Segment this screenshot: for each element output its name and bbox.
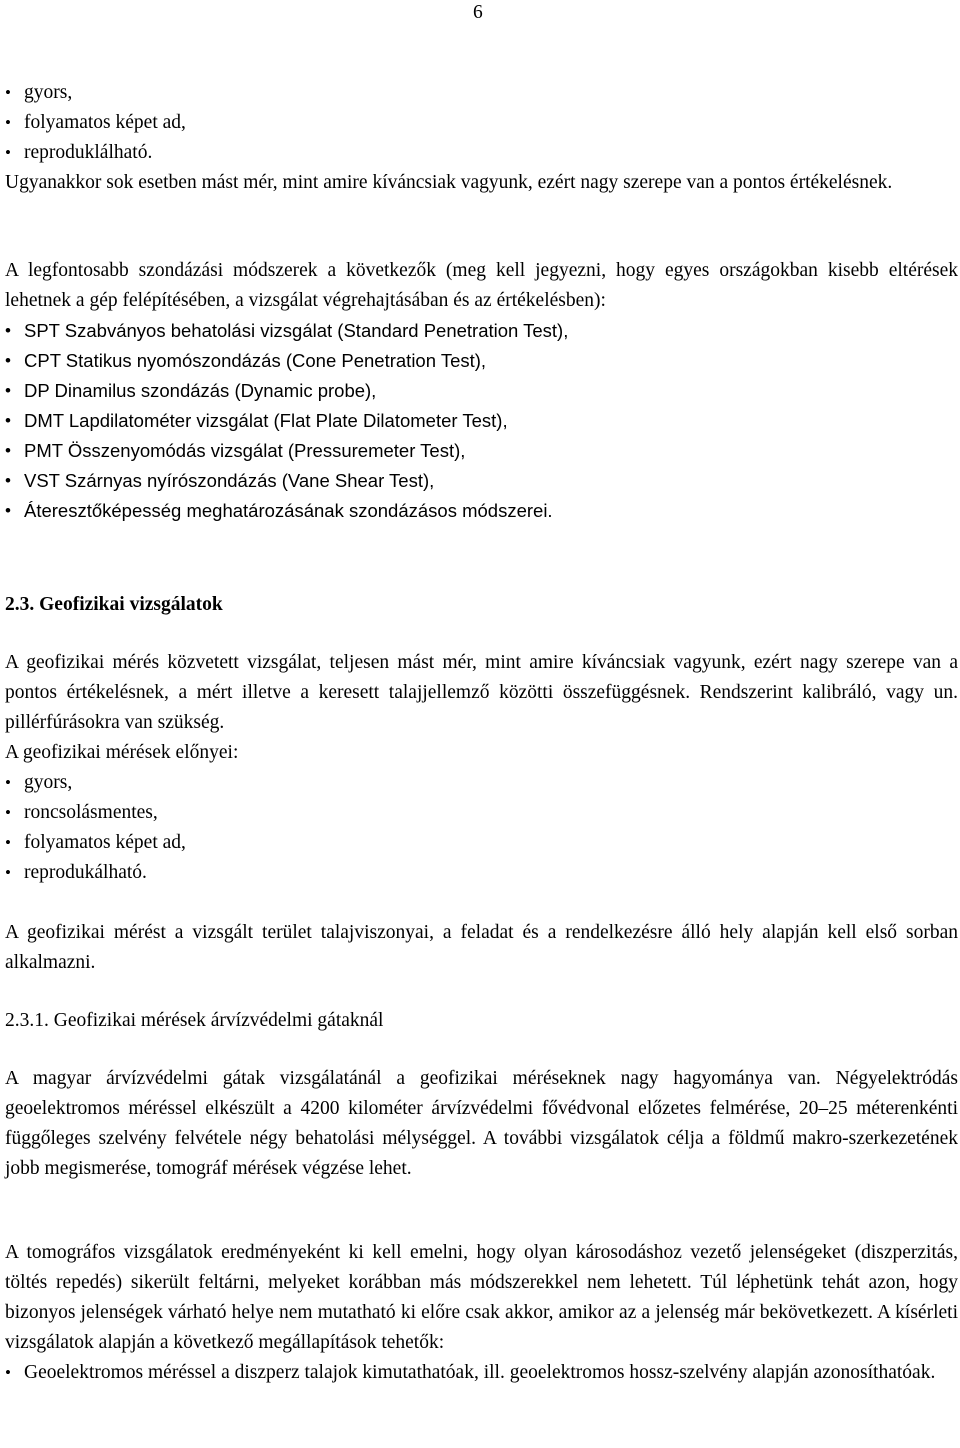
tomo-paragraph: A tomográfos vizsgálatok eredményeként ki kell emelni, hogy olyan károsodáshoz vezető jelenségeket (diszperzitás, töltés repedés) sikerült feltárni, melyeket korábban más módszerekkel nem lehetett. Túl léphetünk tehát azon, hogy bizonyos jelenségek várható helye nem mutatható ki előre csak akkor, amikor az a jelenség már bekövetkezett. A kísérleti vizsgálatok alapján a következő megállapítások tehetők: [5, 1242, 958, 1353]
intro-paragraph: A legfontosabb szondázási módszerek a következők (meg kell jegyezni, hogy egyes országokban kisebb eltérések lehetnek a gép felépítésében, a vizsgálat végrehajtásában és az értékelésben): [5, 260, 958, 311]
list-item: • reproduklálható. [5, 138, 958, 168]
list-item: • folyamatos képet ad, [5, 108, 958, 138]
list-item: • folyamatos képet ad, [5, 828, 958, 858]
advantages-list [5, 768, 958, 888]
geo-block [5, 648, 958, 888]
list-item: • reprodukálható. [5, 858, 958, 888]
tomo-block [5, 1238, 958, 1388]
top-paragraph: Ugyanakkor sok esetben mást mér, mint amire kíváncsiak vagyunk, ezért nagy szerepe van a pontos értékelésnek. [5, 172, 893, 193]
list-item: • gyors, [5, 78, 958, 108]
page-number: 6 [473, 2, 483, 23]
top-bullet-list-block [5, 78, 958, 198]
dam-block [5, 1064, 958, 1184]
section-heading: 2.3. Geofizikai vizsgálatok [5, 594, 223, 615]
dam-paragraph: A magyar árvízvédelmi gátak vizsgálatánál a geofizikai méréseknek nagy hagyománya van. Négyelektródás geoelektromos méréssel elkészült a 4200 kilométer árvízvédelmi fővédvonal előzetes felmérése, 20–25 méterenkénti függőleges szelvény felvétele négy behatolási mélységgel. A további vizsgálatok célja a földmű makro-szerkezetének jobb megismerése, tomográf mérések végzése lehet. [5, 1068, 958, 1179]
apply-block [5, 918, 958, 978]
list-item: • DMT Lapdilatométer vizsgálat (Flat Plate Dilatometer Test), [5, 406, 958, 436]
list-item: • Geoelektromos méréssel a diszperz talajok kimutathatóak, ill. geoelektromos hossz-szelvény alapján azonosíthatóak. [5, 1358, 958, 1388]
list-item: • roncsolásmentes, [5, 798, 958, 828]
list-item: • DP Dinamilus szondázás (Dynamic probe), [5, 376, 958, 406]
list-item: • CPT Statikus nyomószondázás (Cone Penetration Test), [5, 346, 958, 376]
findings-list [5, 1358, 958, 1388]
advantages-title: A geofizikai mérések előnyei: [5, 742, 239, 763]
list-item: • gyors, [5, 768, 958, 798]
list-item: • Áteresztőképesség meghatározásának szondázásos módszerei. [5, 496, 958, 526]
top-bullet-list [5, 78, 958, 168]
list-item: • SPT Szabványos behatolási vizsgálat (Standard Penetration Test), [5, 316, 958, 346]
apply-paragraph: A geofizikai mérést a vizsgált terület talajviszonyai, a feladat és a rendelkezésre álló hely alapján kell első sorban alkalmazni. [5, 922, 958, 973]
geo-paragraph: A geofizikai mérés közvetett vizsgálat, teljesen mást mér, mint amire kíváncsiak vagyunk, ezért nagy szerepe van a pontos értékelésnek, a mért illetve a keresett talajjellemző közötti összefüggésnek. Rendszerint kalibráló, vagy un. pillérfúrásokra van szükség. [5, 652, 958, 733]
subsection-heading: 2.3.1. Geofizikai mérések árvízvédelmi gátaknál [5, 1010, 384, 1031]
list-item: • PMT Összenyomódás vizsgálat (Pressuremeter Test), [5, 436, 958, 466]
intro-block [5, 256, 958, 526]
methods-list [5, 316, 958, 526]
list-item: • VST Szárnyas nyírószondázás (Vane Shear Test), [5, 466, 958, 496]
